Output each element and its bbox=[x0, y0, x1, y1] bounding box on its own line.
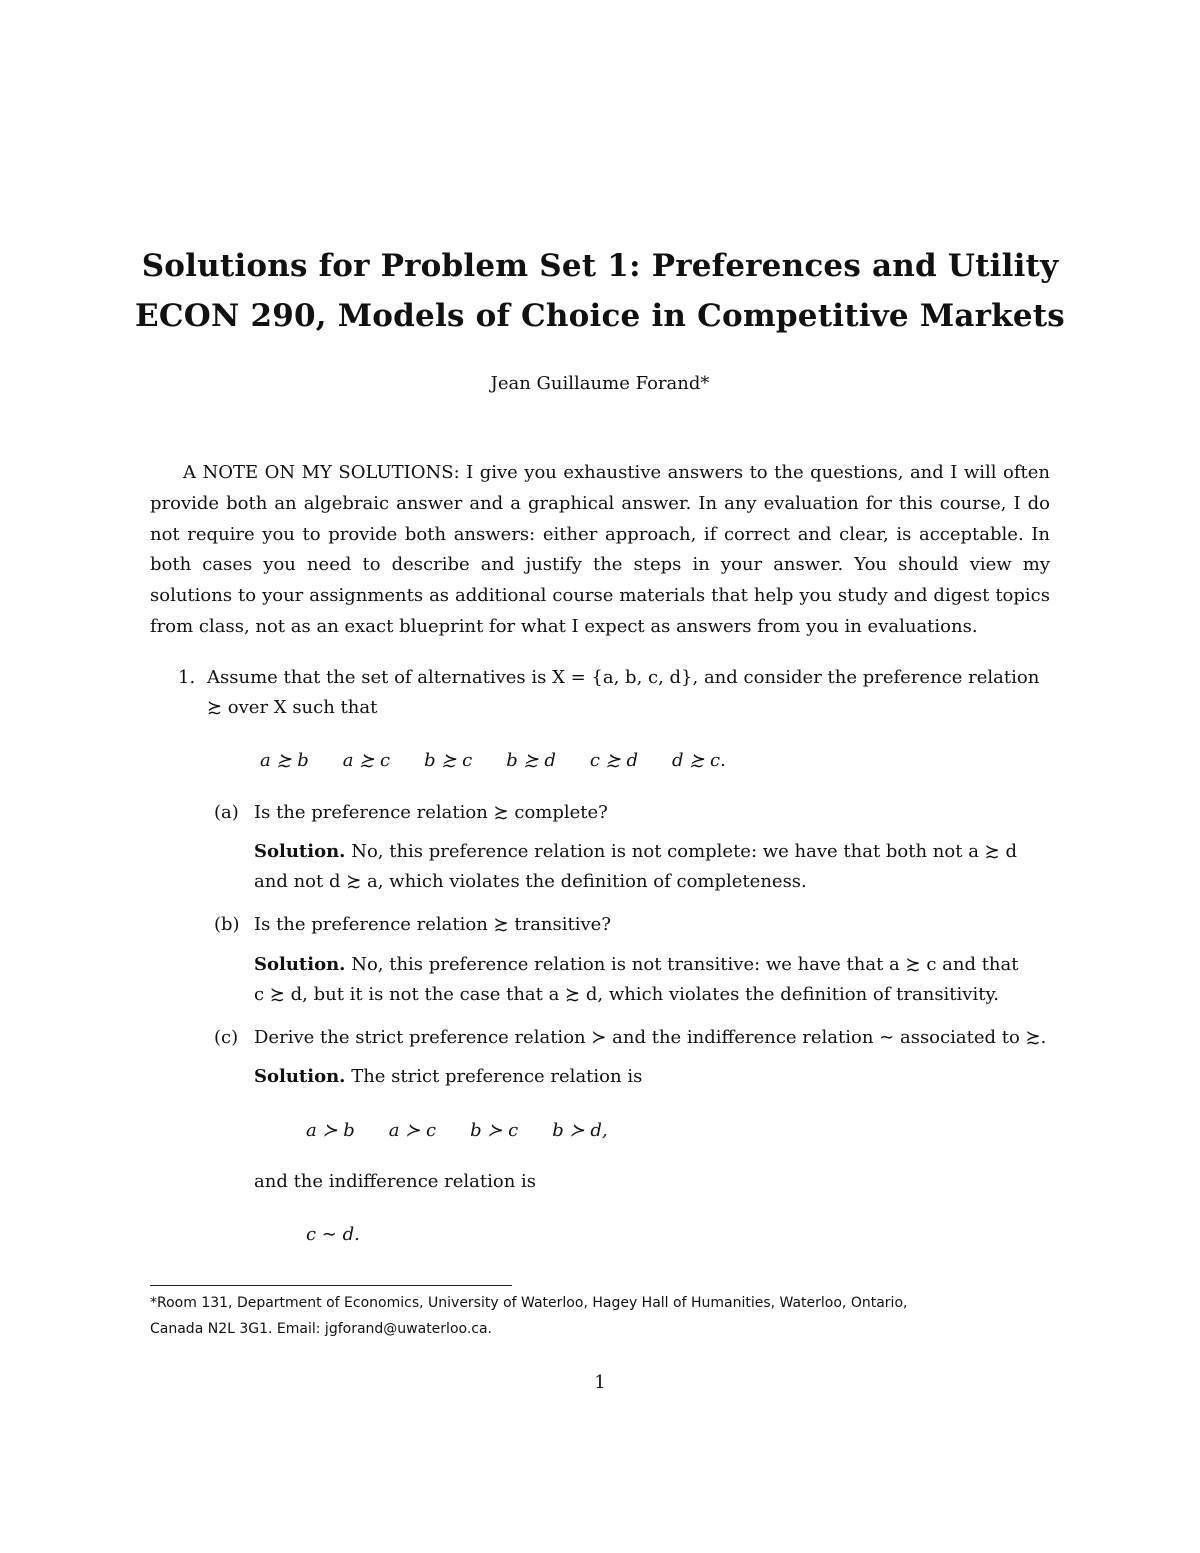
title-line-1: Solutions for Problem Set 1: Preferences and Utility bbox=[141, 248, 1059, 284]
question-text-line-1: Assume that the set of alternatives is X = {a, b, c, d}, and consider the preference relation bbox=[207, 667, 1040, 688]
indifference-relation: c ∼ d. bbox=[306, 1224, 360, 1245]
footnote-line-1: *Room 131, Department of Economics, University of Waterloo, Hagey Hall of Humanities, Waterloo, Ontario, bbox=[150, 1295, 908, 1311]
part-a-solution-line-1 bbox=[254, 841, 1017, 862]
relation: a ≻ b bbox=[306, 1120, 355, 1141]
page-number: 1 bbox=[594, 1372, 606, 1393]
part-c-question: Derive the strict preference relation ≻ and the indifference relation ∼ associated to ≿. bbox=[254, 1027, 1047, 1048]
solution-text: No, this preference relation is not complete: we have that both not a ≿ d bbox=[351, 841, 1017, 862]
footnote-rule bbox=[150, 1285, 512, 1286]
solution-label: Solution. bbox=[254, 954, 346, 975]
solution-label: Solution. bbox=[254, 1066, 346, 1087]
relation: d ≿ c. bbox=[671, 750, 726, 771]
part-c-solution-line-1 bbox=[254, 1066, 642, 1087]
part-a-question: Is the preference relation ≿ complete? bbox=[254, 802, 608, 823]
relation: b ≿ c bbox=[424, 750, 473, 771]
part-b-solution-line-1 bbox=[254, 954, 1018, 975]
footnote-line-2: Canada N2L 3G1. Email: jgforand@uwaterloo.ca. bbox=[150, 1321, 493, 1337]
relation: a ≿ b bbox=[260, 750, 309, 771]
indifference-intro: and the indifference relation is bbox=[254, 1171, 537, 1192]
author: Jean Guillaume Forand* bbox=[490, 373, 710, 394]
part-b-solution-line-2: c ≿ d, but it is not the case that a ≿ d, which violates the definition of transitivity. bbox=[254, 984, 999, 1005]
title-line-2: ECON 290, Models of Choice in Competitive Markets bbox=[135, 298, 1065, 334]
part-b-label: (b) bbox=[214, 914, 240, 935]
question-text-line-2: ≿ over X such that bbox=[207, 697, 378, 718]
solution-text: The strict preference relation is bbox=[351, 1066, 643, 1087]
part-a-solution-line-2: and not d ≿ a, which violates the definition of completeness. bbox=[254, 871, 807, 892]
strict-preference-relations bbox=[306, 1120, 642, 1141]
relation: b ≻ c bbox=[470, 1120, 519, 1141]
relation: a ≿ c bbox=[342, 750, 391, 771]
relation: c ≿ d bbox=[589, 750, 638, 771]
footnote bbox=[150, 1290, 1050, 1342]
question-number: 1. bbox=[178, 667, 196, 688]
relation: b ≻ d, bbox=[552, 1120, 608, 1141]
part-a-label: (a) bbox=[214, 802, 239, 823]
part-b-question: Is the preference relation ≿ transitive? bbox=[254, 914, 611, 935]
solution-label: Solution. bbox=[254, 841, 346, 862]
relation: b ≿ d bbox=[506, 750, 556, 771]
relation: a ≻ c bbox=[388, 1120, 437, 1141]
solutions-note: A NOTE ON MY SOLUTIONS: I give you exhaustive answers to the questions, and I will often provide both an algebraic answer and a graphical answer. In any evaluation for this course, I do not require you to provide both answers: either approach, if correct and clear, is acceptable. In both cases you need to describe and justify the steps in your answer. You should view my solutions to your assignments as additional course materials that help you study and digest topics from class, not as an exact blueprint for what I expect as answers from you in evaluations. bbox=[150, 462, 1050, 637]
solution-text: No, this preference relation is not transitive: we have that a ≿ c and that bbox=[351, 954, 1019, 975]
part-c-label: (c) bbox=[214, 1027, 239, 1048]
preference-relations bbox=[260, 750, 760, 771]
